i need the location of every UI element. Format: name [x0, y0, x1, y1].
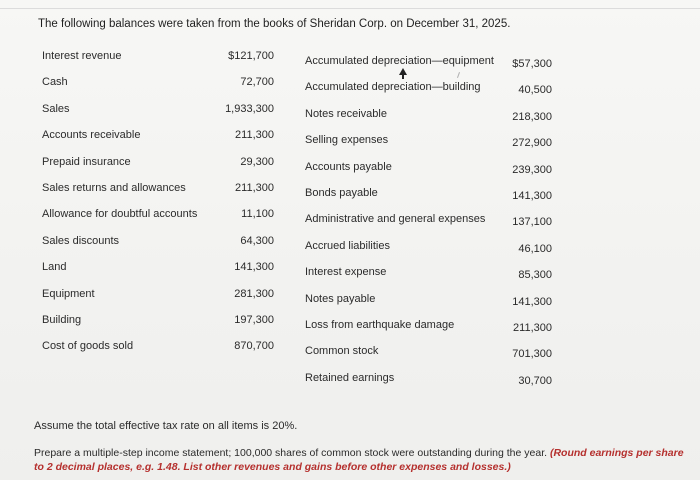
left-account-value: 141,300 — [234, 261, 274, 274]
right-account-value: 141,300 — [512, 295, 552, 308]
right-account-value: 85,300 — [518, 269, 552, 282]
pen-mark — [457, 72, 460, 78]
left-account-value: 64,300 — [240, 234, 274, 247]
right-account-value: 218,300 — [512, 110, 552, 123]
right-account-value: 40,500 — [518, 84, 552, 97]
right-account-label: Administrative and general expenses — [305, 213, 486, 226]
right-account-value: 211,300 — [513, 322, 552, 334]
right-account-label: Common stock — [305, 345, 379, 358]
left-account-value: 197,300 — [234, 314, 274, 326]
left-account-value: 211,300 — [235, 182, 274, 194]
tax-rate-note: Assume the total effective tax rate on all items is 20%. — [34, 420, 298, 432]
right-account-value: 272,900 — [512, 137, 552, 150]
left-account-value: 29,300 — [240, 155, 274, 168]
top-divider — [0, 8, 700, 9]
left-account-label: Prepaid insurance — [42, 155, 131, 168]
right-account-value: 137,100 — [512, 216, 552, 229]
right-account-label: Selling expenses — [305, 134, 389, 147]
left-account-label: Sales — [42, 102, 70, 115]
problem-intro: The following balances were taken from the books of Sheridan Corp. on December 31, 2025. — [38, 18, 511, 30]
left-account-label: Equipment — [42, 287, 95, 300]
instruction-emphasis: (Round earnings per share to 2 decimal places, e.g. 1.48. List other revenues and gains before other expenses and losses.) — [34, 447, 684, 473]
left-account-value: $121,700 — [228, 50, 274, 62]
right-account-label: Loss from earthquake damage — [305, 319, 455, 331]
left-account-value: 870,700 — [234, 340, 274, 353]
left-account-label: Land — [42, 261, 67, 274]
right-account-value: $57,300 — [512, 58, 552, 70]
left-account-label: Interest revenue — [42, 50, 122, 62]
mouse-cursor-tail — [402, 74, 404, 79]
left-account-value: 281,300 — [234, 287, 274, 300]
right-account-value: 239,300 — [512, 163, 552, 176]
left-account-value: 11,100 — [241, 208, 274, 221]
left-account-label: Cost of goods sold — [42, 340, 134, 353]
right-account-value: 30,700 — [518, 374, 552, 387]
left-account-label: Sales discounts — [42, 234, 120, 247]
left-account-label: Sales returns and allowances — [42, 182, 186, 194]
right-account-value: 141,300 — [512, 190, 552, 202]
right-account-value: 46,100 — [518, 242, 552, 255]
instruction-text: Prepare a multiple-step income statement; 100,000 shares of common stock were outstanding during the year. — [34, 447, 548, 459]
left-account-label: Allowance for doubtful accounts — [42, 208, 198, 221]
right-account-label: Retained earnings — [305, 371, 395, 384]
right-account-value: 701,300 — [512, 348, 552, 361]
left-account-value: 1,933,300 — [225, 102, 274, 115]
right-account-label: Accounts payable — [305, 160, 392, 173]
left-account-value: 72,700 — [240, 76, 274, 89]
left-account-label: Accounts receivable — [42, 129, 141, 142]
right-account-label: Accrued liabilities — [305, 239, 390, 252]
right-account-label: Accumulated depreciation—building — [305, 81, 481, 94]
right-account-label: Accumulated depreciation—equipment — [305, 55, 494, 67]
right-account-label: Interest expense — [305, 266, 387, 279]
left-account-label: Building — [42, 314, 82, 326]
instructions — [34, 446, 684, 474]
right-account-label: Notes receivable — [305, 107, 387, 120]
left-account-label: Cash — [42, 76, 68, 89]
left-account-value: 211,300 — [235, 129, 274, 142]
right-account-label: Bonds payable — [305, 187, 378, 199]
right-account-label: Notes payable — [305, 292, 376, 305]
